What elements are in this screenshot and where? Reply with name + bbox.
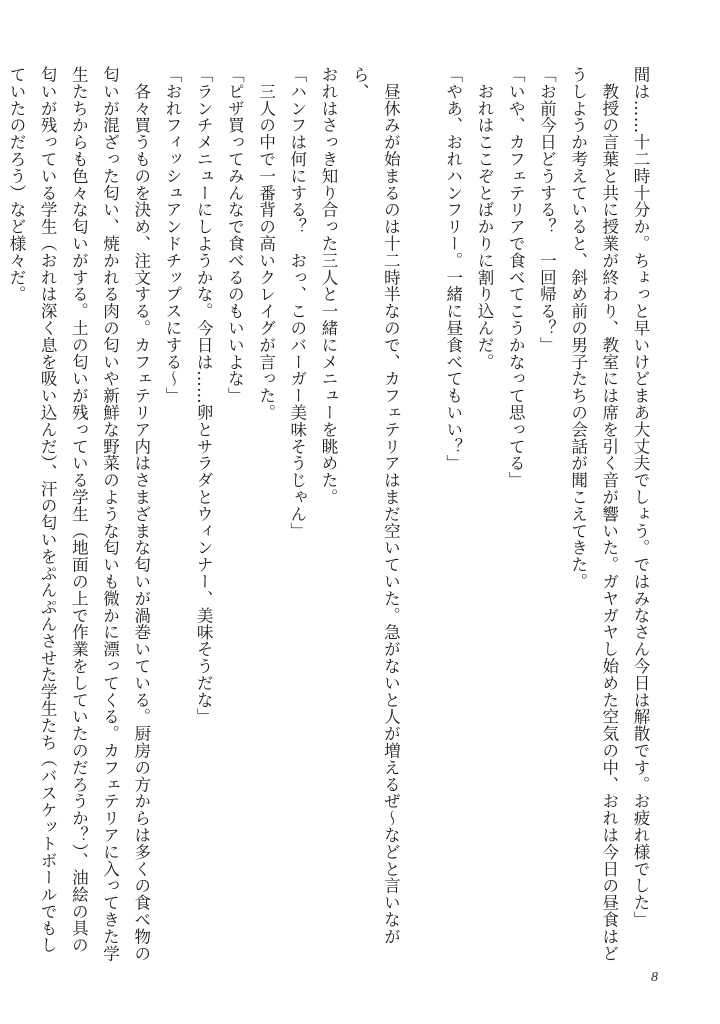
text-line: 間は……十二時十分か。ちょっと早いけどまあ大丈夫でしょう。ではみなさん今日は解散です。お疲れ様でした」 (631, 66, 650, 928)
text-line: 匂いが残っている学生（おれは深く息を吸い込んだ）、汗の匂いをぷんぷんさせた学生たち（バスケットボールでもし (38, 66, 58, 954)
text-line: 教授の言葉と共に授業が終わり、教室には席を引く音が響いた。ガヤガヤし始めた空気の中、おれは今日の昼食はど (599, 66, 619, 962)
blank-line (406, 66, 437, 971)
text-line: おれはさっき知り合った三人と一緒にメニューを眺めた。 (318, 66, 338, 506)
text-line: 匂いが混ざった匂い、焼かれる肉の匂いや新鮮な野菜のような匂いも微かに漂ってくる。カフェテリアに入ってきた学 (100, 66, 120, 962)
text-line: おれはここぞとばかりに割り込んだ。 (474, 66, 494, 371)
text-line: 生たちからも色々な匂いがする。土の匂いが残っている学生（地面の上で作業をしていたのだろうか？）、油絵の具の (69, 66, 89, 954)
page-number: 8 (651, 970, 658, 985)
text-line: 「いや、カフェテリアで食べてこうかなって思ってる」 (506, 66, 526, 489)
text-line: 「ピザ買ってみんなで食べるのもいいよな」 (225, 66, 245, 404)
text-line: 「おれフィッシュアンドチップスにする～」 (162, 66, 182, 404)
text-line: 三人の中で一番背の高いクレイグが言った。 (256, 66, 276, 421)
text-line: ていたのだろう）など様々だ。 (6, 66, 26, 303)
text-line: 「やあ、おれハンフリー。一緒に昼食べてもいい？」 (443, 66, 463, 472)
text-line: 各々買うものを決め、注文する。カフェテリア内はさまざまな匂いが渦巻いている。厨房の方からは多くの食べ物の (131, 66, 151, 962)
text-line (0, 66, 1, 971)
text-line: うしようか考えていると、斜め前の男子たちの会話が聞こえてきた。 (568, 66, 588, 590)
vertical-text-body (6, 66, 656, 971)
text-line: 昼休みが始まるのは十二時半なので、カフェテリアはまだ空いていた。急がないと人が増えるぜ～などと言いながら、 (350, 66, 401, 945)
text-line: 「ハンフは何にする？ おっ、このバーガー美味そうじゃん」 (287, 66, 307, 540)
text-line: 「ランチメニューにしようかな。今日は……卵とサラダとウィンナー、美味そうだな」 (194, 66, 214, 726)
text-line: 「お前今日どうする？ 一回帰る？」 (537, 66, 557, 354)
